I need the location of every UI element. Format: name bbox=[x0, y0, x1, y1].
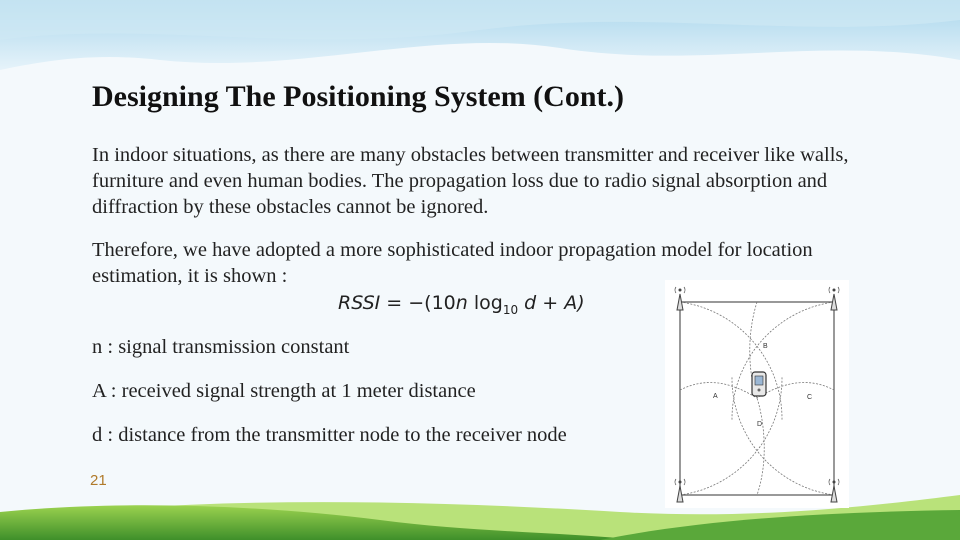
paragraph-obstacles: In indoor situations, as there are many obstacles between transmitter and receiver like walls, furniture and even human bodies. The propagation loss due to radio signal absorption and diffraction by these obstacles cannot be ignored. bbox=[92, 144, 849, 218]
formula-log-base: 10 bbox=[502, 302, 519, 317]
region-label-c: C bbox=[807, 394, 813, 401]
slide-title: Designing The Positioning System (Cont.) bbox=[92, 80, 625, 113]
positioning-diagram bbox=[665, 280, 849, 508]
formula-n: n bbox=[455, 292, 468, 314]
antenna-top-left-icon bbox=[675, 287, 685, 310]
formula-tail: + A) bbox=[536, 292, 585, 314]
antenna-bottom-left-icon bbox=[675, 479, 685, 502]
page-number: 21 bbox=[90, 472, 107, 489]
definition-d: d : distance from the transmitter node to the receiver node bbox=[92, 424, 567, 446]
formula-log: log bbox=[467, 292, 503, 314]
rssi-formula bbox=[338, 292, 585, 317]
definition-a: A : received signal strength at 1 meter distance bbox=[92, 380, 476, 402]
paragraph-model: Therefore, we have adopted a more sophisticated indoor propagation model for location estimation, it is shown : bbox=[92, 239, 813, 287]
mobile-phone-icon bbox=[752, 372, 766, 396]
formula-lhs: RSSI bbox=[338, 292, 381, 314]
antenna-top-right-icon bbox=[829, 287, 839, 310]
region-label-b: B bbox=[763, 343, 768, 350]
formula-equals: = −(10 bbox=[380, 292, 456, 314]
definition-n: n : signal transmission constant bbox=[92, 336, 350, 358]
formula-d: d bbox=[518, 292, 537, 314]
region-label-a: A bbox=[713, 393, 718, 400]
antenna-bottom-right-icon bbox=[829, 479, 839, 502]
region-label-d: D bbox=[757, 421, 763, 428]
